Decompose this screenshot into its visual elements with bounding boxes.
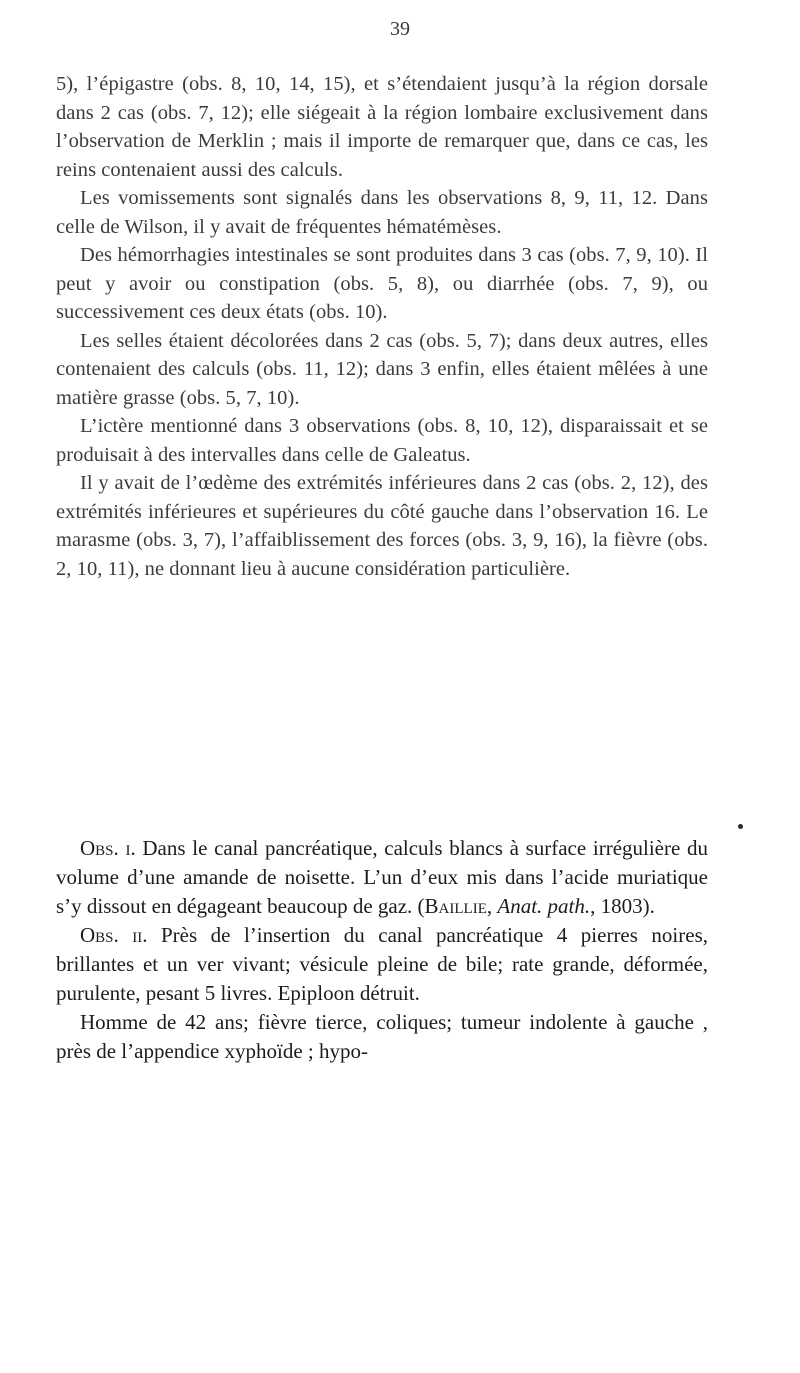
observation-2-label: Obs. ii.: [80, 923, 148, 947]
paragraph-hemorrhagies: Des hémorrhagies intestinales se sont produites dans 3 cas (obs. 7, 9, 10). Il peut y avoir ou constipation (obs. 5, 8), ou diarrhée (obs. 7, 9), ou successivement ces deux états (obs. 10).: [56, 244, 708, 323]
observation-1-text: Dans le canal pancréatique, calculs blancs à surface irrégulière du volume d’une amande de noisette. L’un d’eux mis dans l’acide muriatique s’y dissout en dégageant beaucoup de gaz. (: [56, 836, 709, 918]
page-number: 39: [390, 18, 410, 40]
paragraph-epigastre: 5), l’épigastre (obs. 8, 10, 14, 15), et s’étendaient jusqu’à la région dorsale dans 2 cas (obs. 7, 12); elle siégeait à la région lombaire exclusivement dans l’observation de Merklin ; mais il importe de remarquer que, dans ce cas, les reins contenaient aussi des calculs.: [56, 73, 708, 181]
observation-2: [56, 921, 708, 1008]
observation-1-work: Anat. path.: [497, 894, 591, 918]
paragraph-ictere: L’ictère mentionné dans 3 observations (obs. 8, 10, 12), disparaissait et se produisait à des intervalles dans celle de Galeatus.: [56, 415, 708, 466]
lower-text-block: [56, 834, 708, 1066]
paragraph-vomissements: Les vomissements sont signalés dans les observations 8, 9, 11, 12. Dans celle de Wilson, il y avait de fréquentes hématémèses.: [56, 187, 708, 238]
paragraph-oedeme: Il y avait de l’œdème des extrémités inférieures dans 2 cas (obs. 2, 12), des extrémités inférieures et supérieures du côté gauche dans l’observation 16. Le marasme (obs. 3, 7), l’affaiblissement des forces (obs. 3, 9, 16), la fièvre (obs. 2, 10, 11), ne donnant lieu à aucune considération particulière.: [56, 472, 708, 580]
observation-2-text: Près de l’insertion du canal pancréatique 4 pierres noires, brillantes et un ver vivant; vésicule pleine de bile; rate grande, déformée, purulente, pesant 5 livres. Epiploon détruit.: [56, 923, 708, 1005]
observation-1: [56, 834, 708, 921]
upper-text-block: [56, 70, 708, 583]
paragraph-selles: Les selles étaient décolorées dans 2 cas (obs. 5, 7); dans deux autres, elles contenaient des calculs (obs. 11, 12); dans 3 enfin, elles étaient mêlées à une matière grasse (obs. 5, 7, 10).: [56, 329, 708, 409]
paragraph-homme: Homme de 42 ans; fièvre tierce, coliques; tumeur indolente à gauche , près de l’appendice xyphoïde ; hypo-: [56, 1010, 708, 1063]
observation-1-author: Baillie: [424, 894, 487, 918]
observation-1-date: , 1803).: [590, 894, 655, 918]
observation-1-label: Obs. i.: [80, 836, 136, 860]
observation-1-separator: ,: [486, 894, 498, 918]
margin-dot: [738, 824, 743, 829]
